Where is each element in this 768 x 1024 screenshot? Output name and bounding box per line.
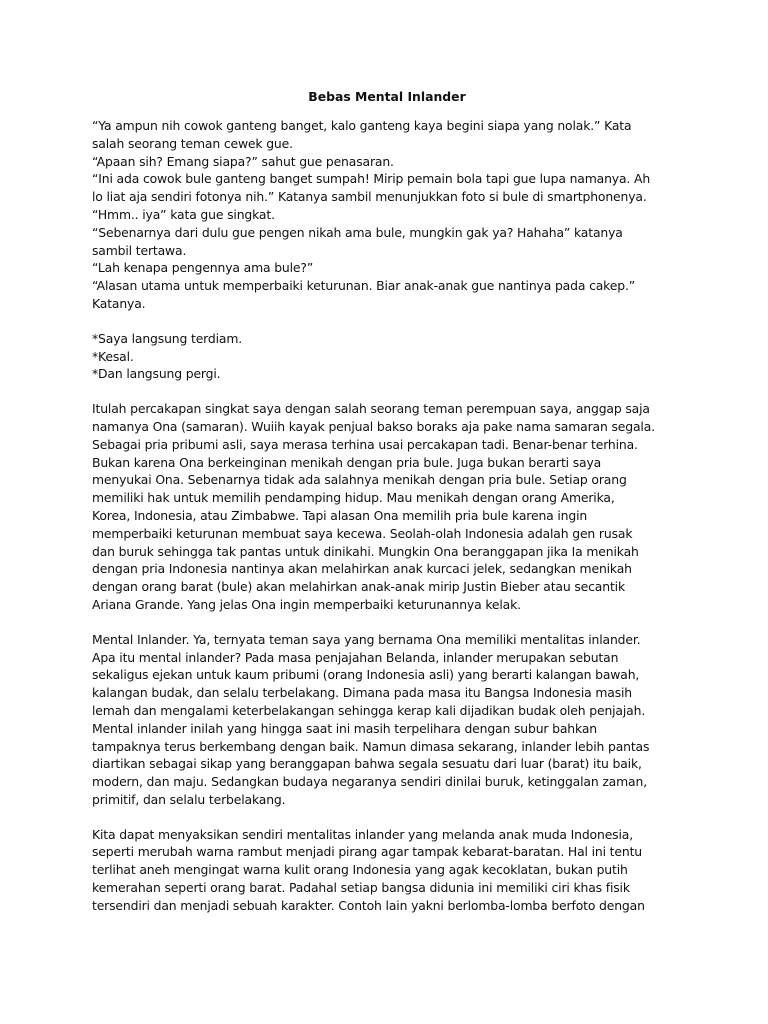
dialogue-line: “Alasan utama untuk memperbaiki keturunan. Biar anak-anak gue nantinya pada cakep.”	[92, 278, 635, 294]
paragraph-line: seperti merubah warna rambut menjadi pirang agar tampak kebarat-baratan. Hal ini tentu	[92, 844, 642, 860]
paragraph-line: Mental inlander inilah yang hingga saat ini masih terpelihara dengan subur bahkan	[92, 720, 597, 736]
paragraph-line: menyukai Ona. Sebenarnya tidak ada salahnya menikah dengan pria bule. Setiap orang	[92, 472, 627, 488]
paragraph-line: primitif, dan selalu terbelakang.	[92, 791, 286, 807]
dialogue-line: sambil tertawa.	[92, 242, 187, 258]
paragraph-line: namanya Ona (samaran). Wuiih kayak penjual bakso boraks aja pake nama samaran segala.	[92, 418, 655, 434]
paragraph-line: Apa itu mental inlander? Pada masa penjajahan Belanda, inlander merupakan sebutan	[92, 649, 619, 665]
paragraph-line: sekaligus ejekan untuk kaum pribumi (orang Indonesia asli) yang berarti kalangan bawah,	[92, 667, 640, 683]
paragraph-line: terlihat aneh mengingat warna kulit orang Indonesia yang agak kecoklatan, bukan putih	[92, 862, 628, 878]
dialogue-line: “Hmm.. iya” kata gue singkat.	[92, 206, 275, 222]
paragraph-line: kemerahan seperti orang barat. Padahal setiap bangsa didunia ini memiliki ciri khas fisik	[92, 880, 630, 896]
paragraph-line: tampaknya terus berkembang dengan baik. Namun dimasa sekarang, inlander lebih pantas	[92, 738, 650, 754]
paragraph-line: memperbaiki keturunan membuat saya kecewa. Seolah-olah Indonesia adalah gen rusak	[92, 525, 633, 541]
paragraph-line: memiliki hak untuk memilih pendamping hidup. Mau menikah dengan orang Amerika,	[92, 490, 615, 506]
paragraph-line: tersendiri dan menjadi sebuah karakter. Contoh lain yakni berlomba-lomba berfoto dengan	[92, 897, 645, 913]
dialogue-line: “Apaan sih? Emang siapa?” sahut gue penasaran.	[92, 153, 394, 169]
action-line: *Saya langsung terdiam.	[92, 330, 243, 346]
paragraph-3	[92, 826, 682, 915]
dialogue-line: salah seorang teman cewek gue.	[92, 135, 293, 151]
paragraph-2	[92, 631, 682, 809]
paragraph-line: Itulah percakapan singkat saya dengan salah seorang teman perempuan saya, anggap saja	[92, 401, 650, 417]
dialogue-line: “Ini ada cowok bule ganteng banget sumpah! Mirip pemain bola tapi gue lupa namanya. Ah	[92, 171, 651, 187]
paragraph-line: Kita dapat menyaksikan sendiri mentalitas inlander yang melanda anak muda Indonesia,	[92, 826, 633, 842]
paragraph-line: dengan orang barat (bule) akan melahirkan anak-anak mirip Justin Bieber atau secantik	[92, 579, 625, 595]
paragraph-line: Korea, Indonesia, atau Zimbabwe. Tapi alasan Ona memilih pria bule karena ingin	[92, 507, 588, 523]
paragraph-line: Mental Inlander. Ya, ternyata teman saya yang bernama Ona memiliki mentalitas inlander.	[92, 631, 641, 647]
action-line: *Kesal.	[92, 348, 134, 364]
paragraph-1	[92, 400, 682, 614]
action-line: *Dan langsung pergi.	[92, 366, 221, 382]
paragraph-line: lemah dan mengalami keterbelakangan sehingga kerap kali dijadikan budak oleh penjajah.	[92, 702, 646, 718]
document-page	[92, 88, 682, 932]
actions-block	[92, 330, 682, 383]
paragraph-line: diartikan sebagai sikap yang beranggapan bahwa segala sesuatu dari luar (barat) itu baik,	[92, 756, 642, 772]
paragraph-line: modern, dan maju. Sedangkan budaya negaranya sendiri dinilai buruk, ketinggalan zaman,	[92, 774, 647, 790]
dialogue-line: lo liat aja sendiri fotonya nih.” Katanya sambil menunjukkan foto si bule di smartphonenya.	[92, 189, 647, 205]
paragraph-line: dan buruk sehingga tak pantas untuk dinikahi. Mungkin Ona beranggapan jika Ia menikah	[92, 543, 639, 559]
document-title: Bebas Mental Inlander	[308, 89, 466, 104]
dialogue-line: Katanya.	[92, 295, 146, 311]
paragraph-line: Sebagai pria pribumi asli, saya merasa terhina usai percakapan tadi. Benar-benar terhina.	[92, 436, 638, 452]
paragraph-line: kalangan budak, dan selalu terbelakang. Dimana pada masa itu Bangsa Indonesia masih	[92, 685, 633, 701]
paragraph-line: Ariana Grande. Yang jelas Ona ingin memperbaiki keturunannya kelak.	[92, 596, 521, 612]
dialogue-line: “Sebenarnya dari dulu gue pengen nikah ama bule, mungkin gak ya? Hahaha” katanya	[92, 224, 623, 240]
dialogue-block	[92, 117, 682, 313]
paragraph-line: Bukan karena Ona berkeinginan menikah dengan pria bule. Juga bukan berarti saya	[92, 454, 602, 470]
dialogue-line: “Ya ampun nih cowok ganteng banget, kalo ganteng kaya begini siapa yang nolak.” Kata	[92, 118, 632, 133]
paragraph-line: dengan pria Indonesia nantinya akan melahirkan anak kurcaci jelek, sedangkan menikah	[92, 561, 632, 577]
dialogue-line: “Lah kenapa pengennya ama bule?”	[92, 260, 314, 276]
